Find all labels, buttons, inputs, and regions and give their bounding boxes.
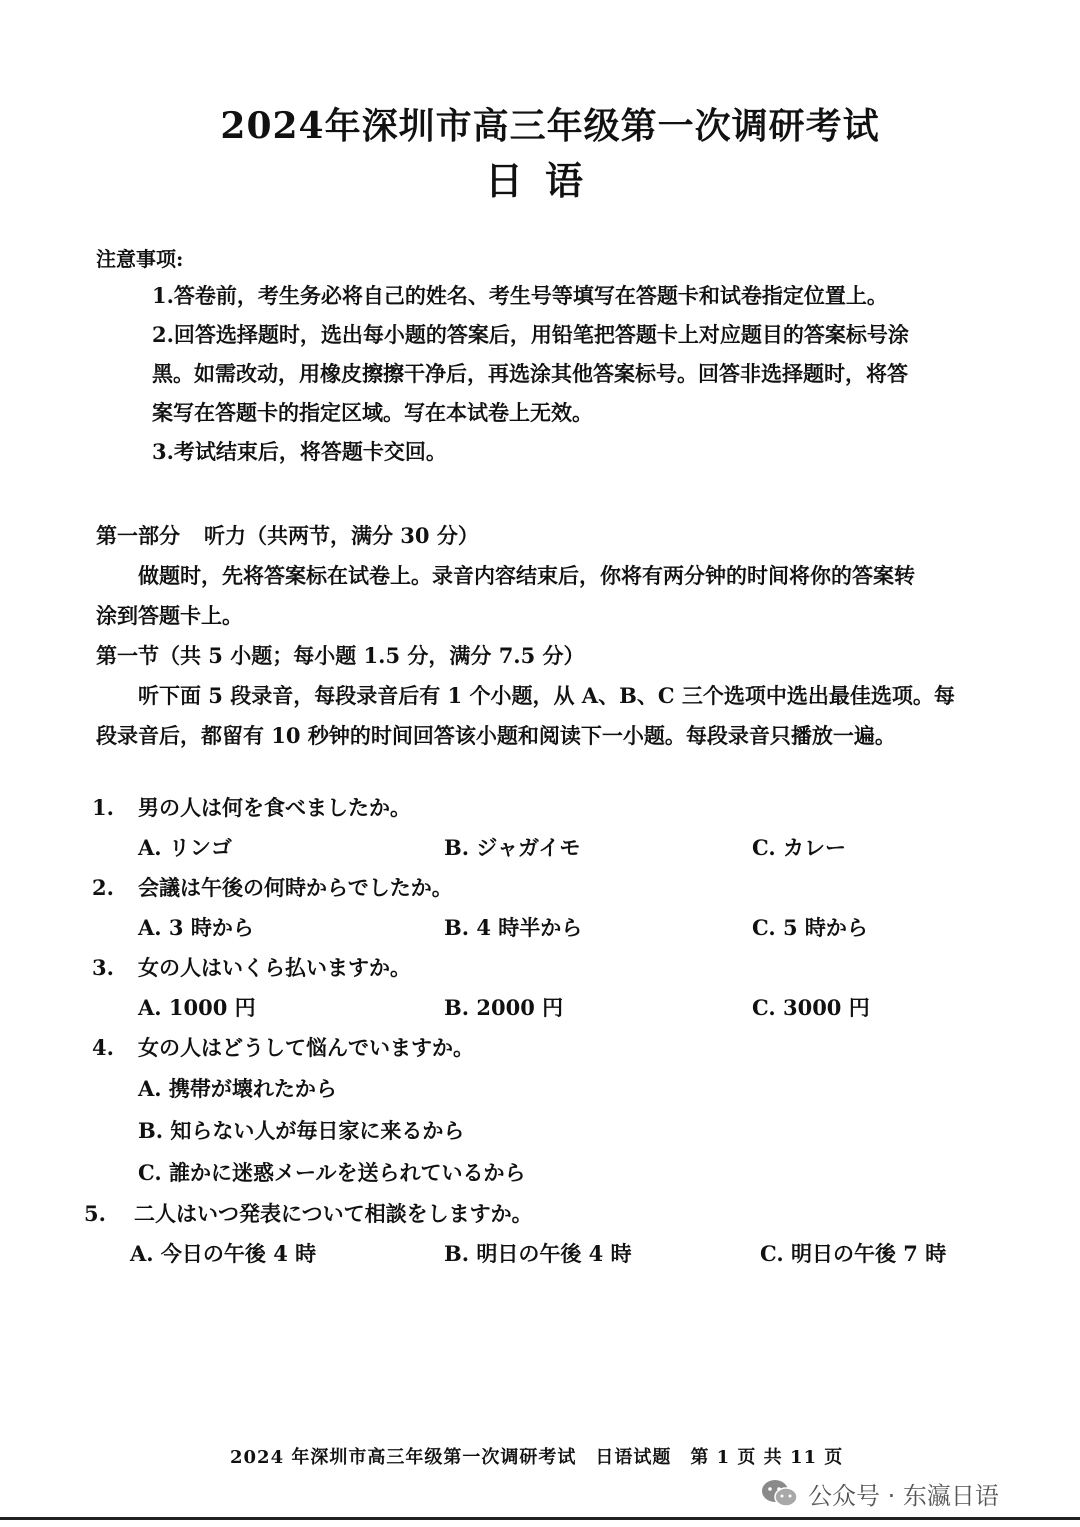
- question-1-options: [92, 828, 992, 868]
- question-number: 5.: [84, 1201, 106, 1226]
- section1-instr-line-2: 段录音后，都留有 10 秒钟的时间回答该小题和阅读下一小题。每段录音只播放一遍。: [96, 723, 896, 748]
- bottom-rule: [0, 1517, 1080, 1520]
- option-c: C. 明日の午後 7 時: [760, 1241, 947, 1266]
- option-b: B. 明日の午後 4 時: [444, 1241, 632, 1266]
- part1-heading-label: 第一部分: [96, 523, 180, 548]
- question-stem: 会議は午後の何時からでしたか。: [138, 875, 453, 900]
- notice-item-1: 1.答卷前，考生务必将自己的姓名、考生号等填写在答题卡和试卷指定位置上。: [152, 283, 888, 308]
- question-5-options: [92, 1234, 992, 1274]
- part1-heading-text: 听力（共两节，满分 30 分）: [204, 523, 479, 548]
- exam-subject: 日语: [484, 158, 605, 203]
- question-stem: 女の人はいくら払いますか。: [138, 955, 411, 980]
- option-b: B. ジャガイモ: [444, 835, 581, 860]
- question-2: [92, 868, 992, 908]
- exam-title: 2024年深圳市高三年级第一次调研考试: [220, 105, 880, 147]
- option-a: A. リンゴ: [138, 835, 232, 860]
- question-stem: 男の人は何を食べましたか。: [138, 795, 411, 820]
- watermark-text: 公众号 · 东瀛日语: [808, 1482, 999, 1510]
- notice-heading: 注意事项:: [96, 247, 184, 271]
- part1-intro-line-1: 做题时，先将答案标在试卷上。录音内容结束后，你将有两分钟的时间将你的答案转: [138, 563, 915, 588]
- question-5: [84, 1194, 992, 1234]
- notice-item-2-line-2: 黑。如需改动，用橡皮擦擦干净后，再选涂其他答案标号。回答非选择题时，将答: [152, 361, 908, 386]
- question-3-options: [92, 988, 992, 1028]
- option-a: A. 今日の午後 4 時: [130, 1241, 317, 1266]
- notice-item-2-line-1: 2.回答选择题时，选出每小题的答案后，用铅笔把答题卡上对应题目的答案标号涂: [152, 322, 909, 347]
- question-2-options: [92, 908, 992, 948]
- option-b: B. 知らない人が毎日家に来るから: [138, 1118, 465, 1143]
- notice-item-3: 3.考试结束后，将答题卡交回。: [152, 439, 447, 464]
- question-number: 1.: [92, 795, 114, 820]
- notice-item-2-line-3: 案写在答题卡的指定区域。写在本试卷上无效。: [152, 400, 593, 425]
- page-footer: 2024 年深圳市高三年级第一次调研考试 日语试题 第 1 页 共 11 页: [230, 1447, 844, 1468]
- option-b: B. 2000 円: [444, 995, 564, 1020]
- question-stem: 二人はいつ発表について相談をしますか。: [134, 1201, 533, 1226]
- option-c: C. 3000 円: [752, 995, 870, 1020]
- part1-heading: [96, 516, 1018, 556]
- question-stem: 女の人はどうして悩んでいますか。: [138, 1035, 474, 1060]
- option-c: C. カレー: [752, 835, 846, 860]
- option-a: A. 3 時から: [138, 915, 254, 940]
- question-4: [92, 1028, 992, 1068]
- option-b: B. 4 時半から: [444, 915, 583, 940]
- notice-block: [96, 276, 1016, 471]
- wechat-icon: [760, 1478, 800, 1510]
- question-1: [92, 788, 992, 828]
- part1-block: [96, 516, 1018, 756]
- option-c: C. 誰かに迷惑メールを送られているから: [138, 1160, 526, 1185]
- section1-instr-line-1: 听下面 5 段录音，每段录音后有 1 个小题，从 A、B、C 三个选项中选出最佳选项。每: [138, 683, 955, 708]
- part1-intro-line-2: 涂到答题卡上。: [96, 603, 243, 628]
- question-3: [92, 948, 992, 988]
- question-number: 4.: [92, 1035, 114, 1060]
- option-c: C. 5 時から: [752, 915, 868, 940]
- option-a: A. 1000 円: [138, 995, 256, 1020]
- section1-heading: 第一节（共 5 小题；每小题 1.5 分，满分 7.5 分）: [96, 643, 585, 668]
- option-a: A. 携帯が壊れたから: [138, 1076, 337, 1101]
- question-number: 3.: [92, 955, 114, 980]
- question-number: 2.: [92, 875, 114, 900]
- question-list: [84, 788, 992, 1274]
- watermark: [760, 1476, 999, 1511]
